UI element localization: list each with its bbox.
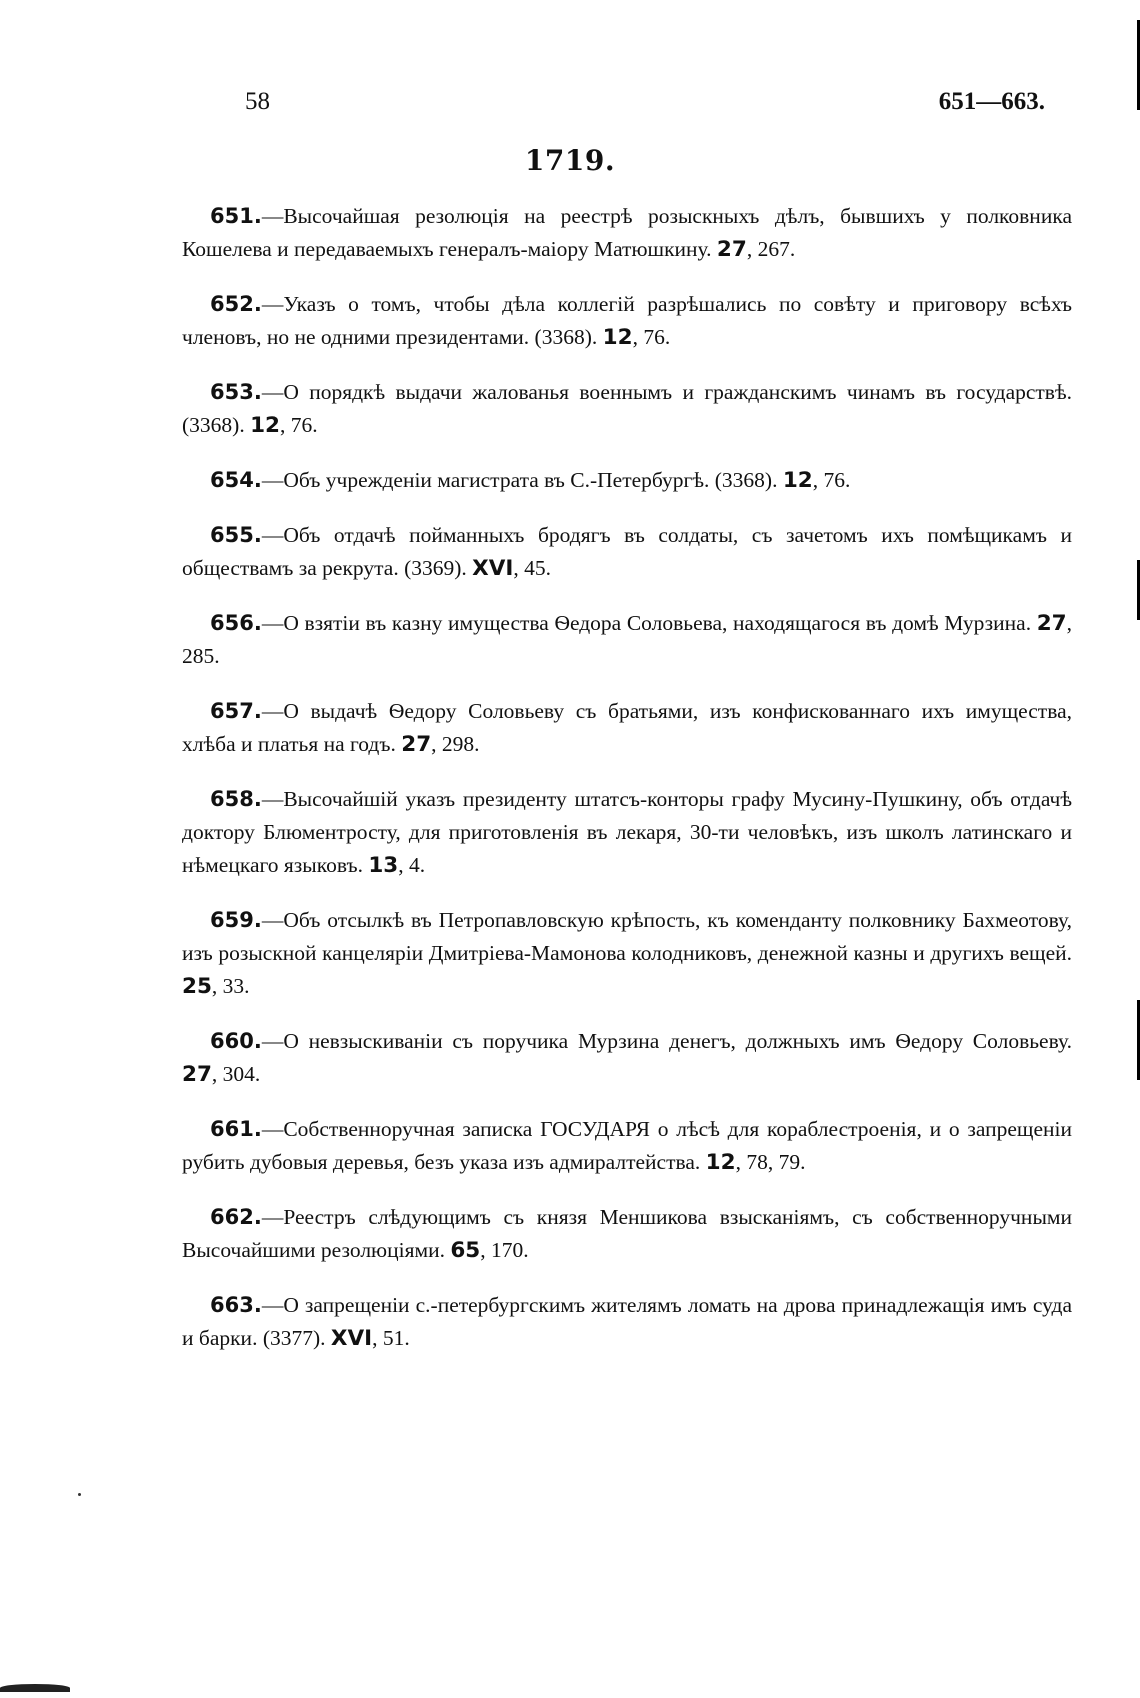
volume-number: 12 xyxy=(705,1150,736,1175)
volume-number: 27 xyxy=(401,732,432,757)
volume-number: XVI xyxy=(330,1326,373,1351)
entry xyxy=(182,904,1072,1003)
page-reference: , 285. xyxy=(182,611,1072,668)
entry xyxy=(182,200,1072,266)
entry-number: 651. xyxy=(210,204,262,228)
page-reference: , 51. xyxy=(372,1326,410,1350)
entry xyxy=(182,783,1072,882)
page-reference: , 76. xyxy=(632,325,671,349)
entry-text: —О невзыскиваніи съ поручика Мурзина денегъ, должныхъ имъ Ѳедору Соловьеву. xyxy=(261,1029,1072,1053)
entry xyxy=(182,1289,1072,1355)
page-reference: , 78, 79. xyxy=(735,1150,806,1174)
page-reference: , 304. xyxy=(211,1062,261,1086)
entry-text: —О запрещеніи с.-петербургскимъ жителямъ ломать на дрова принадлежащія имъ суда и барки. (3377). xyxy=(182,1293,1072,1350)
entry xyxy=(182,464,1072,497)
volume-number: 12 xyxy=(250,413,280,438)
entry-number: 657. xyxy=(210,699,262,723)
entry xyxy=(182,376,1072,442)
page-reference: , 298. xyxy=(431,732,480,756)
volume-number: 27 xyxy=(716,237,747,262)
year-heading: 1719. xyxy=(524,144,616,177)
entry xyxy=(182,1025,1072,1091)
page-reference: , 76. xyxy=(812,468,851,492)
entry-number: 658. xyxy=(210,787,262,811)
page-number: 58 xyxy=(245,88,270,115)
entry-text: —Объ отдачѣ пойманныхъ бродягъ въ солдаты, съ зачетомъ ихъ помѣщикамъ и обществамъ за рекрута. (3369). xyxy=(182,523,1072,580)
volume-number: 25 xyxy=(182,974,212,999)
entry-text: —Собственноручная записка ГОСУДАРЯ о лѣсѣ для кораблестроенія, и о запрещеніи рубить дубовыя деревья, безъ указа изъ адмиралтейства. xyxy=(182,1117,1072,1174)
volume-number: XVI xyxy=(472,556,514,581)
entry-text: —Указъ о томъ, чтобы дѣла коллегій разрѣшались по совѣту и приговору всѣхъ членовъ, но не одними президентами. (3368). xyxy=(182,292,1072,349)
entry-text: —Объ отсылкѣ въ Петропавловскую крѣпость, къ коменданту полковнику Бахмеотову, изъ розыскной канцеляріи Дмитріева-Мамонова колодниковъ, денежной казны и другихъ вещей. xyxy=(182,908,1072,965)
entry-number: 662. xyxy=(210,1205,262,1229)
page-reference: , 45. xyxy=(513,556,551,580)
entry-number: 663. xyxy=(210,1293,262,1317)
entry-range: 651—663. xyxy=(938,88,1045,115)
volume-number: 12 xyxy=(602,325,633,350)
entry-number: 654. xyxy=(210,468,262,492)
scan-corner-mark xyxy=(0,1684,70,1692)
entry-number: 652. xyxy=(210,292,262,316)
entry xyxy=(182,695,1072,761)
running-head xyxy=(245,88,1045,124)
volume-number: 27 xyxy=(1036,611,1067,636)
entry-text: —Реестръ слѣдующимъ съ князя Меншикова взысканіямъ, съ собственноручными Высочайшими резолюціями. xyxy=(182,1205,1072,1262)
entry-text: —О выдачѣ Ѳедору Соловьеву съ братьями, изъ конфискованнаго ихъ имущества, хлѣба и платья на годъ. xyxy=(182,699,1072,756)
entry xyxy=(182,288,1072,354)
page-reference: , 170. xyxy=(480,1238,529,1262)
volume-number: 27 xyxy=(182,1062,212,1087)
volume-number: 12 xyxy=(782,468,813,493)
entry-text: —О порядкѣ выдачи жалованья военнымъ и гражданскимъ чинамъ въ государствѣ. (3368). xyxy=(182,380,1072,437)
volume-number: 65 xyxy=(450,1238,481,1263)
entry xyxy=(182,607,1072,673)
page-reference: , 267. xyxy=(746,237,796,261)
page-reference: , 33. xyxy=(211,974,250,998)
entry-text: —Высочайшая резолюція на реестрѣ розыскныхъ дѣлъ, бывшихъ у полковника Кошелева и передаваемыхъ генералъ-маіору Матюшкину. xyxy=(182,204,1072,261)
entry-number: 656. xyxy=(210,611,262,635)
entry-number: 655. xyxy=(210,523,262,547)
entry-number: 659. xyxy=(210,908,262,932)
entry xyxy=(182,519,1072,585)
page-reference: , 4. xyxy=(398,853,426,877)
scan-speck xyxy=(78,1493,81,1496)
entry xyxy=(182,1113,1072,1179)
entry-text: —О взятіи въ казну имущества Ѳедора Соловьева, находящагося въ домѣ Мурзина. xyxy=(261,611,1037,635)
entry-number: 653. xyxy=(210,380,262,404)
entry-number: 661. xyxy=(210,1117,262,1141)
entry-list xyxy=(182,200,1072,1377)
entry-text: —Высочайшій указъ президенту штатсъ-конторы графу Мусину-Пушкину, объ отдачѣ доктору Блюментросту, для приготовленія въ лекаря, 30-ти человѣкъ, изъ школъ латинскаго и нѣмецкаго языковъ. xyxy=(182,787,1072,877)
entry-number: 660. xyxy=(210,1029,262,1053)
entry-text: —Объ учрежденіи магистрата въ С.-Петербургѣ. (3368). xyxy=(261,468,783,492)
page-reference: , 76. xyxy=(280,413,318,437)
volume-number: 13 xyxy=(368,853,399,878)
entry xyxy=(182,1201,1072,1267)
